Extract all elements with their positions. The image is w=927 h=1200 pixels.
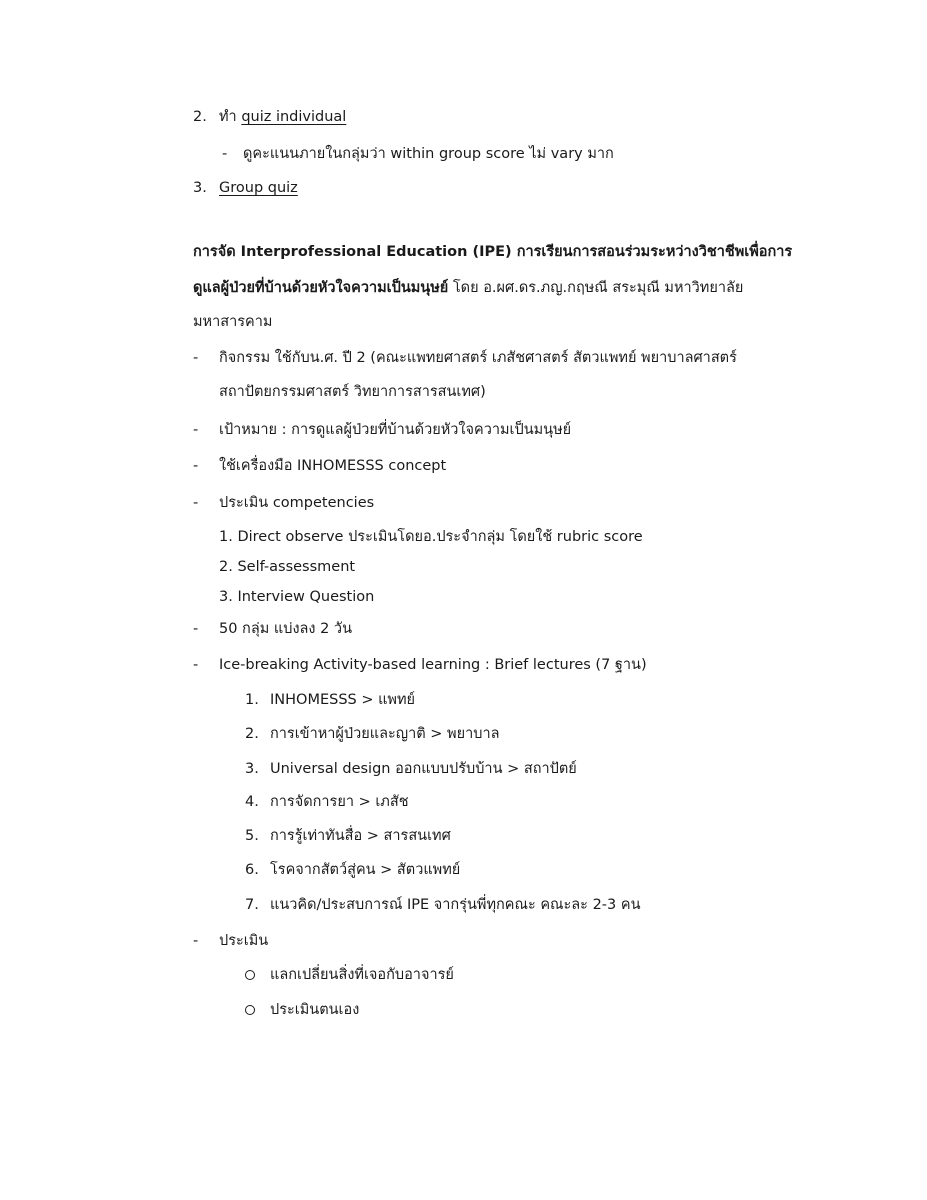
bullet-activity-line-2: สถาปัตยกรรมศาสตร์ วิทยาการสารสนเทศ) — [219, 384, 486, 400]
list-item-quiz-individual — [219, 107, 346, 127]
group-quiz-link[interactable]: Group quiz — [219, 180, 298, 196]
station-item: โรคจากสัตว์สู่คน > สัตวแพทย์ — [270, 862, 461, 878]
bullet-dash: - — [193, 422, 199, 438]
bullet-evaluation: ประเมิน — [219, 933, 269, 949]
bullet-dash: - — [193, 621, 199, 637]
station-number: 6. — [245, 862, 259, 878]
competency-item: 3. Interview Question — [219, 589, 375, 605]
bullet-dash: - — [193, 458, 199, 474]
bullet-groups: 50 กลุ่ม แบ่งลง 2 วัน — [219, 621, 352, 637]
bullet-dash: - — [193, 495, 199, 511]
bullet-icebreaking: Ice-breaking Activity-based learning : Brief lectures (7 ฐาน) — [219, 657, 647, 673]
quiz-individual-link[interactable]: quiz individual — [241, 109, 347, 125]
station-item: Universal design ออกแบบปรับบ้าน > สถาปัตย์ — [270, 761, 577, 777]
station-number: 7. — [245, 897, 259, 913]
bullet-tool: ใช้เครื่องมือ INHOMESSS concept — [219, 458, 447, 474]
list-item-prefix: ทำ — [219, 109, 242, 125]
bullet-dash: - — [193, 933, 199, 949]
ipe-heading-line-1: การจัด Interprofessional Education (IPE) การเรียนการสอนร่วมระหว่างวิชาชีพเพื่อการ — [193, 244, 793, 260]
station-item: การรู้เท่าทันสื่อ > สารสนเทศ — [270, 828, 451, 844]
station-item: การจัดการยา > เภสัช — [270, 794, 409, 810]
ipe-heading-line-2 — [193, 278, 743, 298]
station-number: 2. — [245, 726, 259, 742]
station-number: 5. — [245, 828, 259, 844]
bullet-competencies: ประเมิน competencies — [219, 495, 375, 511]
bullet-goal: เป้าหมาย : การดูแลผู้ป่วยที่บ้านด้วยหัวใจความเป็นมนุษย์ — [219, 422, 572, 438]
ipe-heading-bold: ดูแลผู้ป่วยที่บ้านด้วยหัวใจความเป็นมนุษย์ — [193, 280, 449, 296]
bullet-dash: - — [193, 350, 199, 366]
competency-item: 2. Self-assessment — [219, 559, 356, 575]
station-number: 4. — [245, 794, 259, 810]
bullet-dash: - — [222, 146, 228, 162]
competency-item: 1. Direct observe ประเมินโดยอ.ประจำกลุ่ม โดยใช้ rubric score — [219, 529, 643, 545]
bullet-dash: - — [193, 657, 199, 673]
evaluation-item: ประเมินตนเอง — [270, 1002, 360, 1018]
evaluation-item: แลกเปลี่ยนสิ่งที่เจอกับอาจารย์ — [270, 967, 454, 983]
bullet-activity-line-1: กิจกรรม ใช้กับน.ศ. ปี 2 (คณะแพทยศาสตร์ เภสัชศาสตร์ สัตวแพทย์ พยาบาลศาสตร์ — [219, 350, 737, 366]
ipe-heading-line-3: มหาสารคาม — [193, 314, 273, 330]
sub-item-within-group: ดูคะแนนภายในกลุ่มว่า within group score ไม่ vary มาก — [243, 146, 614, 162]
station-number: 3. — [245, 761, 259, 777]
ipe-heading-author: โดย อ.ผศ.ดร.ภญ.กฤษณี สระมุณี มหาวิทยาลัย — [448, 280, 744, 296]
list-number: 3. — [193, 180, 207, 196]
list-number: 2. — [193, 109, 207, 125]
station-item: INHOMESSS > แพทย์ — [270, 692, 416, 708]
circle-bullet-icon — [245, 1005, 255, 1015]
station-number: 1. — [245, 692, 259, 708]
station-item: แนวคิด/ประสบการณ์ IPE จากรุ่นพี่ทุกคณะ คณะละ 2-3 คน — [270, 897, 641, 913]
circle-bullet-icon — [245, 970, 255, 980]
station-item: การเข้าหาผู้ป่วยและญาติ > พยาบาล — [270, 726, 500, 742]
